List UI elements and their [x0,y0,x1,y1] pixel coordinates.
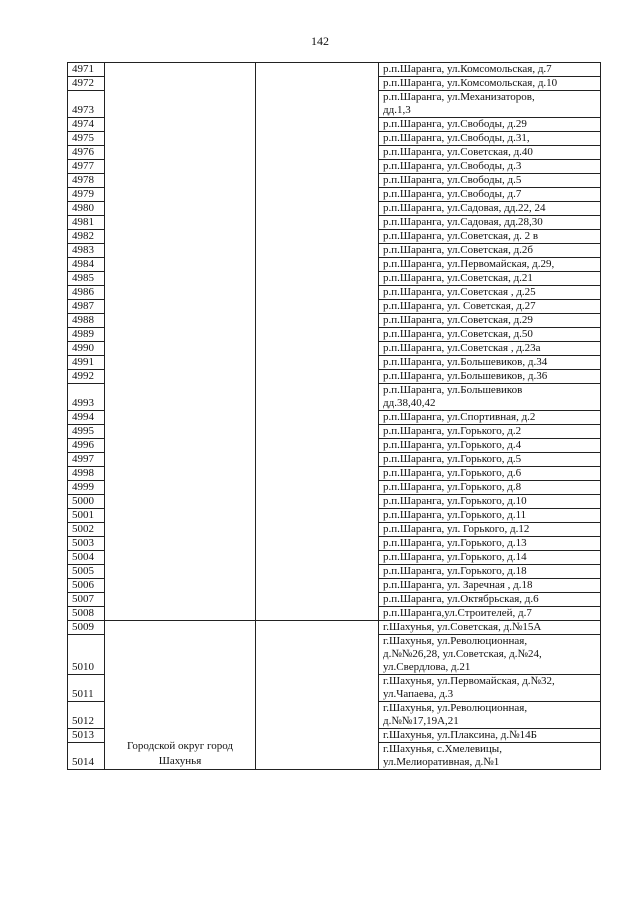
row-number: 5014 [68,743,105,770]
row-number: 5002 [68,523,105,537]
row-number: 4999 [68,481,105,495]
row-number: 4998 [68,467,105,481]
row-number: 4976 [68,146,105,160]
row-number: 5012 [68,702,105,729]
address-cell: р.п.Шаранга, ул.Горького, д.10 [379,495,601,509]
row-number: 4979 [68,188,105,202]
row-number: 4973 [68,91,105,118]
address-cell: р.п.Шаранга, ул.Горького, д.5 [379,453,601,467]
address-cell: р.п.Шаранга, ул.Горького, д.8 [379,481,601,495]
row-number: 4991 [68,356,105,370]
row-number: 5003 [68,537,105,551]
row-number: 4975 [68,132,105,146]
address-cell: р.п.Шаранга, ул.Комсомольская, д.10 [379,77,601,91]
row-number: 5006 [68,579,105,593]
address-cell: р.п.Шаранга, ул.Садовая, дд.22, 24 [379,202,601,216]
address-cell: р.п.Шаранга, ул. Советская, д.27 [379,300,601,314]
row-number: 4988 [68,314,105,328]
address-cell: р.п.Шаранга, ул.Механизаторов, дд.1,3 [379,91,601,118]
address-cell: р.п.Шаранга, ул.Горького, д.13 [379,537,601,551]
address-cell: г.Шахунья, ул.Революционная, д.№№26,28, ул.Советская, д.№24, ул.Свердлова, д.21 [379,635,601,675]
row-number: 4985 [68,272,105,286]
address-cell: р.п.Шаранга, ул.Советская, д.29 [379,314,601,328]
row-number: 5001 [68,509,105,523]
row-number: 4992 [68,370,105,384]
row-number: 4990 [68,342,105,356]
address-cell: р.п.Шаранга, ул.Советская, д.2б [379,244,601,258]
row-number: 4977 [68,160,105,174]
row-number: 4997 [68,453,105,467]
address-table-body [68,63,601,770]
row-number: 4994 [68,411,105,425]
address-cell: р.п.Шаранга, ул.Горького, д.11 [379,509,601,523]
address-cell: г.Шахунья, ул.Советская, д.№15А [379,621,601,635]
type-cell [256,63,379,621]
address-cell: г.Шахунья, ул.Плаксина, д.№14Б [379,729,601,743]
address-table [67,62,601,770]
row-number: 4996 [68,439,105,453]
table-row [68,621,601,635]
row-number: 4987 [68,300,105,314]
row-number: 5008 [68,607,105,621]
row-number: 4982 [68,230,105,244]
address-cell: р.п.Шаранга, ул.Советская, д.50 [379,328,601,342]
row-number: 5000 [68,495,105,509]
address-cell: р.п.Шаранга, ул.Советская, д.40 [379,146,601,160]
address-cell: р.п.Шаранга,ул.Строителей, д.7 [379,607,601,621]
address-cell: р.п.Шаранга, ул.Советская, д. 2 в [379,230,601,244]
address-cell: р.п.Шаранга, ул.Горького, д.14 [379,551,601,565]
address-cell: г.Шахунья, с.Хмелевицы, ул.Мелиоративная, д.№1 [379,743,601,770]
address-cell: р.п.Шаранга, ул.Садовая, дд.28,30 [379,216,601,230]
address-cell: р.п.Шаранга, ул.Советская, д.21 [379,272,601,286]
address-cell: р.п.Шаранга, ул.Советская , д.25 [379,286,601,300]
address-cell: р.п.Шаранга, ул.Комсомольская, д.7 [379,63,601,77]
row-number: 4989 [68,328,105,342]
row-number: 4978 [68,174,105,188]
row-number: 4995 [68,425,105,439]
row-number: 4984 [68,258,105,272]
address-cell: р.п.Шаранга, ул.Большевиков, д.36 [379,370,601,384]
row-number: 5010 [68,635,105,675]
address-cell: р.п.Шаранга, ул.Первомайская, д.29, [379,258,601,272]
address-cell: р.п.Шаранга, ул.Горького, д.4 [379,439,601,453]
row-number: 4993 [68,384,105,411]
row-number: 4971 [68,63,105,77]
row-number: 4972 [68,77,105,91]
row-number: 5007 [68,593,105,607]
address-cell: р.п.Шаранга, ул.Свободы, д.3 [379,160,601,174]
district-cell: Городской округ город Шахунья [105,621,256,770]
address-cell: р.п.Шаранга, ул.Свободы, д.29 [379,118,601,132]
address-cell: р.п.Шаранга, ул. Заречная , д.18 [379,579,601,593]
row-number: 5005 [68,565,105,579]
row-number: 4974 [68,118,105,132]
page-number: 142 [311,34,329,48]
address-cell: г.Шахунья, ул.Первомайская, д.№32, ул.Чапаева, д.3 [379,675,601,702]
address-cell: р.п.Шаранга, ул.Спортивная, д.2 [379,411,601,425]
address-cell: р.п.Шаранга, ул.Горького, д.2 [379,425,601,439]
row-number: 4983 [68,244,105,258]
row-number: 4986 [68,286,105,300]
type-cell [256,621,379,770]
row-number: 5009 [68,621,105,635]
address-cell: р.п.Шаранга, ул.Свободы, д.7 [379,188,601,202]
address-cell: р.п.Шаранга, ул.Свободы, д.5 [379,174,601,188]
row-number: 4980 [68,202,105,216]
address-cell: р.п.Шаранга, ул.Горького, д.6 [379,467,601,481]
address-cell: г.Шахунья, ул.Революционная, д.№№17,19А,21 [379,702,601,729]
address-cell: р.п.Шаранга, ул.Большевиков дд.38,40,42 [379,384,601,411]
row-number: 5004 [68,551,105,565]
row-number: 5013 [68,729,105,743]
district-cell [105,63,256,621]
address-cell: р.п.Шаранга, ул.Советская , д.23а [379,342,601,356]
address-cell: р.п.Шаранга, ул.Свободы, д.31, [379,132,601,146]
address-cell: р.п.Шаранга, ул.Октябрьская, д.6 [379,593,601,607]
row-number: 4981 [68,216,105,230]
address-cell: р.п.Шаранга, ул.Горького, д.18 [379,565,601,579]
table-row [68,63,601,77]
row-number: 5011 [68,675,105,702]
address-cell: р.п.Шаранга, ул. Горького, д.12 [379,523,601,537]
address-cell: р.п.Шаранга, ул.Большевиков, д.34 [379,356,601,370]
